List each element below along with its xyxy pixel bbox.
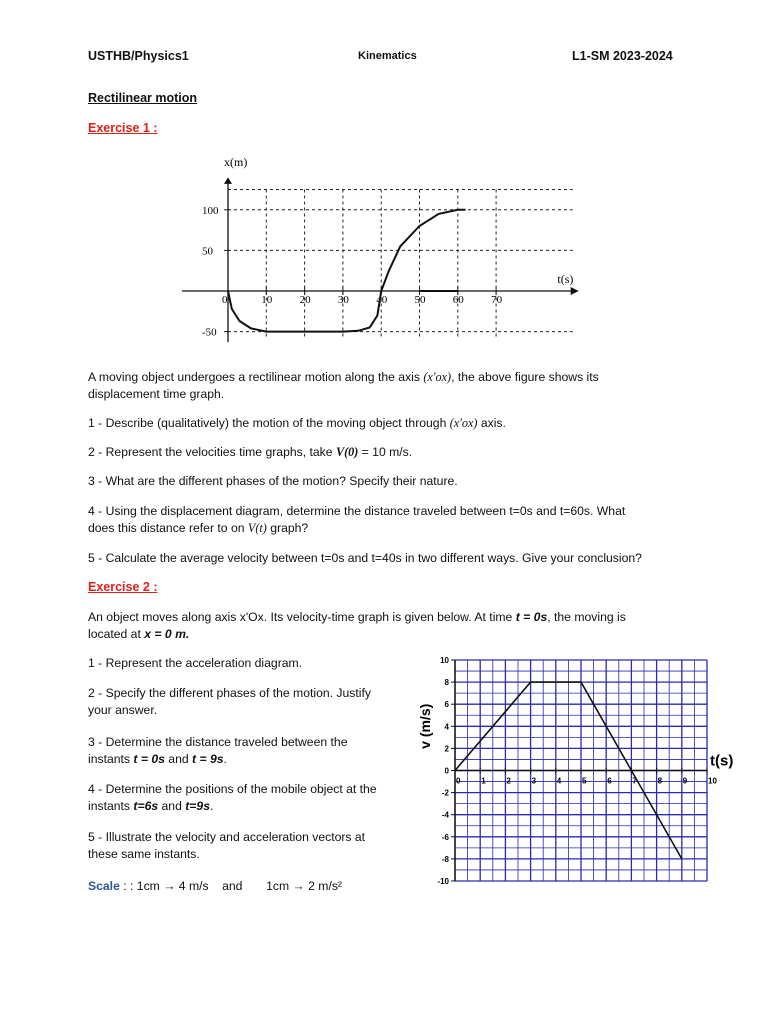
ex1-q4: [88, 503, 688, 537]
c2-tick-label-y-8: 8: [444, 678, 449, 688]
c2-tick-label-x-0: 0: [456, 776, 461, 786]
exercise1-title: Exercise 1 :: [88, 121, 158, 135]
header-left: USTHB/Physics1: [88, 49, 189, 63]
c1-tick-label-x-20: 20: [299, 294, 311, 306]
ex2-q3: [88, 734, 408, 768]
ex2-intro-b: , the moving is: [547, 610, 626, 624]
ex2-scale: [88, 878, 418, 895]
c1-series-line: [228, 210, 466, 332]
ex2-intro: [88, 609, 688, 643]
ex2-q4-end: .: [209, 799, 214, 813]
c2-tick-label-x-2: 2: [506, 776, 511, 786]
ex2-q3-b: instants: [88, 752, 134, 766]
ex2-q3-and: and: [164, 752, 193, 766]
ex1-intro-c: displacement time graph.: [88, 387, 225, 401]
c2-tick-label-y-6: 6: [444, 700, 449, 710]
ex2-q2-b: your answer.: [88, 703, 158, 717]
ex1-q4-a: 4 - Using the displacement diagram, determine the distance traveled between t=0s and t=60s. What: [88, 504, 626, 518]
ex1-q1-axis: (x′ox): [449, 416, 478, 430]
ex1-q1: [88, 415, 688, 432]
ex1-q1-a: 1 - Describe (qualitatively) the motion of the moving object through: [88, 416, 450, 430]
ex2-q5: [88, 829, 408, 863]
ex2-scale-label: Scale: [88, 879, 120, 893]
ex2-intro-a: An object moves along axis x'Ox. Its velocity-time graph is given below. At time: [88, 610, 516, 624]
ex2-q4-t2: t=9s: [185, 799, 210, 813]
ex1-q4-v: V(t): [247, 521, 267, 535]
c2-tick-label-y-2: 2: [444, 744, 449, 754]
ex1-intro-a: A moving object undergoes a rectilinear motion along the axis: [88, 370, 424, 384]
displacement-chart: [170, 150, 590, 360]
c2-tick-label-y-0: 0: [444, 766, 449, 776]
c1-tick-label-y--50: -50: [202, 326, 217, 339]
velocity-chart: [415, 650, 745, 895]
exercise2-title: Exercise 2 :: [88, 580, 158, 594]
c2-tick-label-y--10: -10: [437, 877, 449, 886]
c2-tick-label-x-5: 5: [582, 776, 587, 786]
ex2-q2-a: 2 - Specify the different phases of the motion. Justify: [88, 686, 371, 700]
ex2-q4-t1: t=6s: [133, 799, 159, 813]
ex1-q2-a: 2 - Represent the velocities time graphs, take: [88, 445, 336, 459]
ex2-q3-t2: t = 9s: [192, 752, 224, 766]
ex2-q1: 1 - Represent the acceleration diagram.: [88, 656, 303, 670]
ex1-q2-b: = 10 m/s.: [358, 445, 413, 459]
c2-tick-label-y--8: -8: [441, 854, 449, 864]
ex2-x0: x = 0 m.: [144, 627, 190, 641]
ex1-q5: 5 - Calculate the average velocity between t=0s and t=40s in two different ways. Give your conclusion?: [88, 551, 642, 565]
c1-xlabel: t(s): [557, 272, 574, 286]
c1-tick-label-x-50: 50: [414, 294, 426, 306]
c2-tick-label-x-3: 3: [531, 776, 537, 786]
header-right: L1-SM 2023-2024: [572, 49, 673, 63]
ex2-q4-b: instants: [88, 799, 134, 813]
ex1-q2-v: V(0): [335, 445, 359, 459]
ex2-q5-a: 5 - Illustrate the velocity and acceleration vectors at: [88, 830, 366, 844]
c2-xlabel: t(s): [710, 752, 734, 770]
ex1-q1-b: axis.: [477, 416, 506, 430]
c1-ylabel: x(m): [224, 155, 248, 169]
section-title: Rectilinear motion: [88, 91, 198, 105]
ex2-q4: [88, 781, 408, 815]
c2-tick-label-x-10: 10: [708, 776, 717, 786]
c2-tick-label-x-4: 4: [556, 776, 562, 786]
c1-labels: [202, 205, 503, 339]
ex2-q5-b: these same instants.: [88, 847, 200, 861]
c1-tick-label-y-100: 100: [202, 204, 219, 217]
c1-tick-label-x-60: 60: [452, 294, 464, 306]
ex1-q3: 3 - What are the different phases of the motion? Specify their nature.: [88, 474, 458, 488]
ex2-q4-a: 4 - Determine the positions of the mobile object at the: [88, 782, 377, 796]
c2-tick-label-x-9: 9: [682, 776, 688, 786]
c2-tick-label-x-6: 6: [607, 776, 612, 786]
c2-tick-label-x-7: 7: [632, 776, 637, 786]
ex1-intro: [88, 369, 688, 403]
ex2-q4-and: and: [158, 799, 186, 813]
ex2-scale-text: : : 1cm → 4 m/s and 1cm → 2 m/s²: [119, 879, 342, 893]
c2-tick-label-y--6: -6: [441, 832, 449, 842]
c2-tick-label-y-10: 10: [440, 656, 449, 665]
c2-tick-label-y--4: -4: [441, 810, 449, 820]
c2-tick-label-y-4: 4: [444, 722, 449, 732]
ex2-intro-c: located at: [88, 627, 145, 641]
ex2-t0: t = 0s: [515, 610, 548, 624]
c1-grid: [228, 190, 573, 339]
ex1-q4-c: graph?: [266, 521, 309, 535]
c1-tick-label-y-50: 50: [202, 245, 213, 258]
ex1-intro-b: , the above figure shows its: [451, 370, 599, 384]
c1-tick-label-x-10: 10: [261, 294, 273, 306]
c1-y-arrow: [224, 177, 232, 183]
c2-tick-label-y--2: -2: [441, 788, 449, 798]
ex2-q3-a: 3 - Determine the distance traveled between the: [88, 735, 348, 749]
c1-tick-label-x-70: 70: [491, 294, 503, 306]
c2-tick-label-x-8: 8: [657, 776, 663, 786]
c2-tick-label-x-1: 1: [481, 776, 486, 786]
ex1-axis-sym: (x′ox): [423, 370, 452, 384]
c2-ylabel: v (m/s): [417, 703, 433, 749]
c1-x-arrow: [571, 287, 579, 295]
c1-tick-label-y-0: 0: [222, 294, 228, 306]
c2-grid: [451, 660, 707, 881]
ex1-q4-b: does this distance refer to on: [88, 521, 248, 535]
c1-tick-label-x-30: 30: [337, 294, 349, 306]
ex2-q3-end: .: [223, 752, 227, 766]
c1-tick-label-x-40: 40: [376, 294, 388, 306]
c1-axes: [182, 177, 579, 342]
header-center: Kinematics: [358, 50, 417, 62]
ex2-q2: [88, 685, 408, 719]
ex2-q3-t1: t = 0s: [133, 752, 165, 766]
ex1-q2: [88, 444, 688, 461]
